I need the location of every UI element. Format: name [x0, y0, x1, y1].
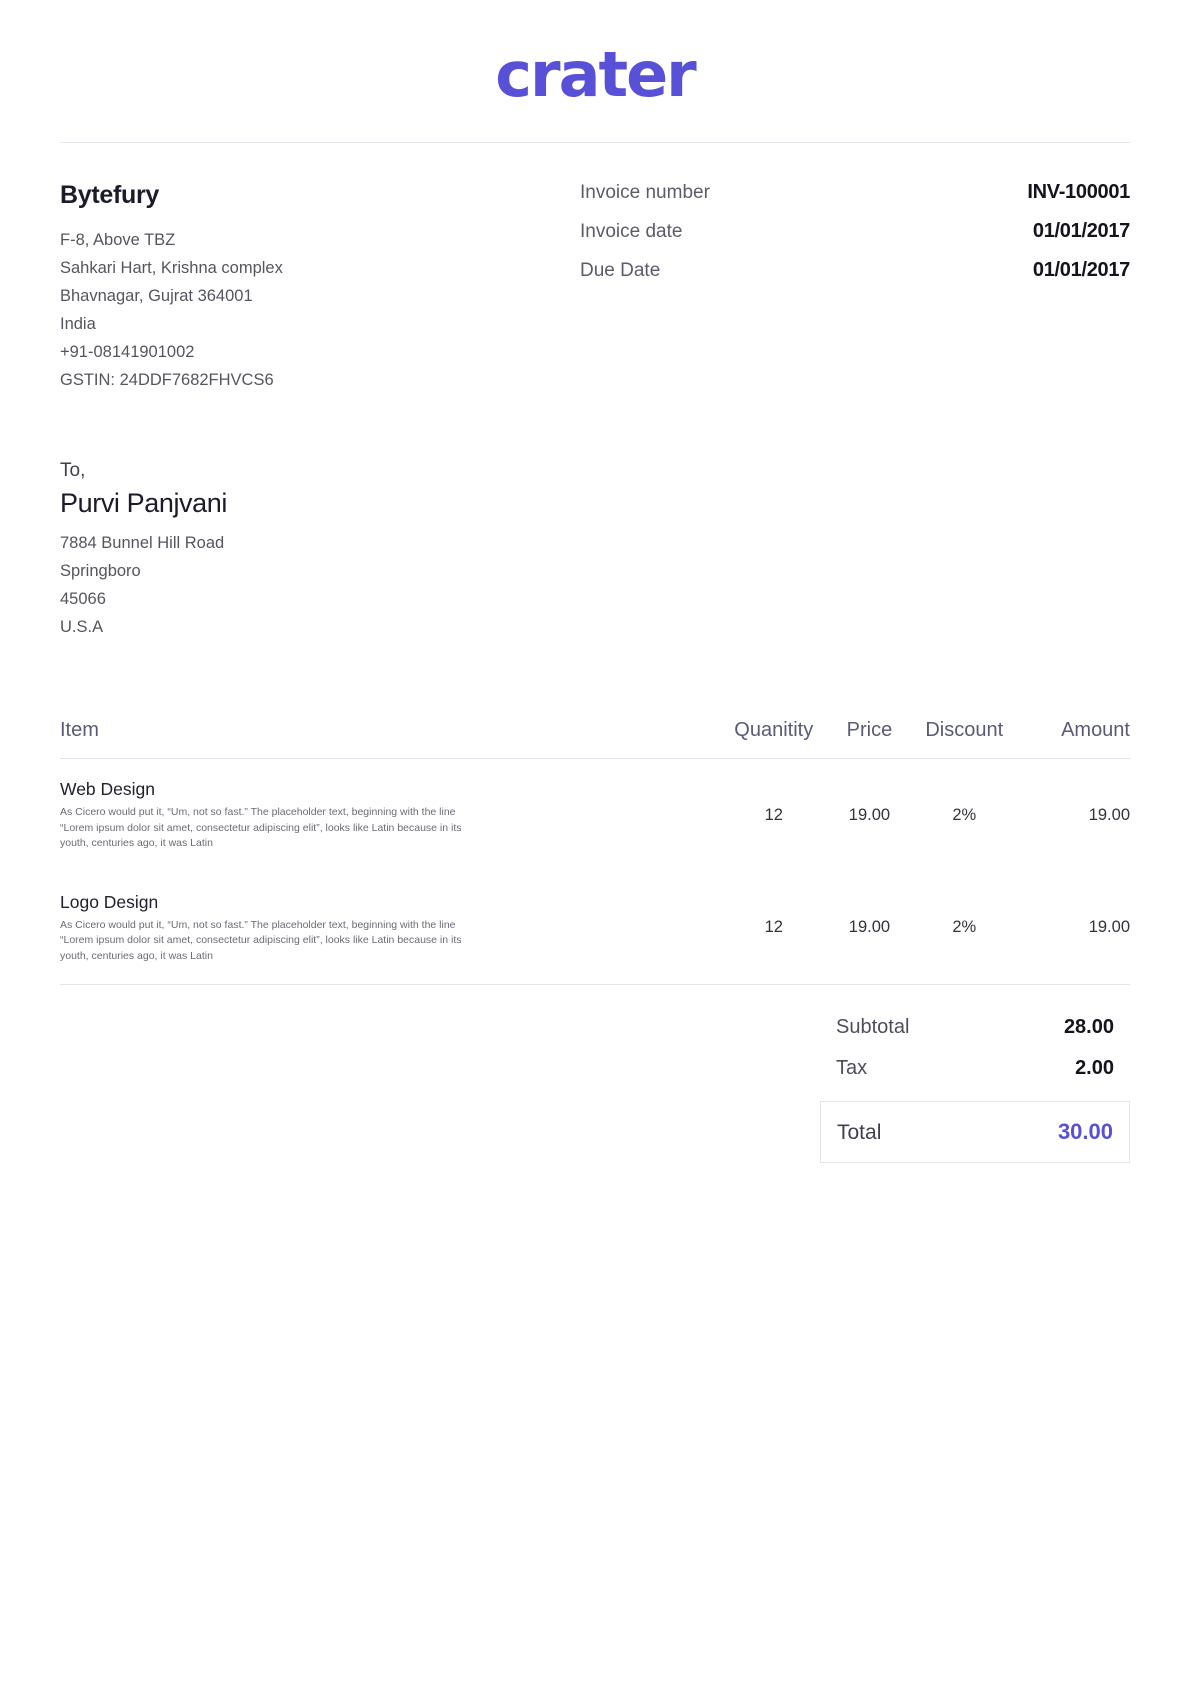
company-block [60, 181, 580, 394]
cell-price: 19.00 [848, 805, 891, 824]
meta-row-due-date [580, 259, 1130, 282]
column-header-amount: Amount [1024, 719, 1130, 759]
meta-label: Due Date [580, 260, 661, 281]
cell-discount: 2% [904, 872, 1024, 985]
table-body [60, 759, 1130, 985]
column-header-discount: Discount [904, 719, 1024, 759]
meta-value: INV-100001 [1027, 181, 1130, 203]
meta-value: 01/01/2017 [1032, 259, 1130, 281]
cell-quantity: 12 [764, 805, 783, 824]
cell-amount: 19.00 [1024, 872, 1130, 985]
company-address-line: F-8, Above TBZ [60, 231, 176, 249]
table-header-row [60, 719, 1130, 759]
meta-label: Invoice number [580, 182, 710, 203]
line-items-table [60, 719, 1130, 985]
company-address-line: India [60, 315, 96, 333]
cell-price: 19.00 [834, 872, 904, 985]
totals-block [820, 1007, 1130, 1163]
bill-to-address-line: U.S.A [60, 618, 104, 636]
company-address-line: Bhavnagar, Gujrat 364001 [60, 287, 253, 305]
cell-item [60, 872, 713, 985]
table-row [60, 872, 1130, 985]
item-name: Logo Design [60, 891, 159, 912]
bill-to-address-line: Springboro [60, 562, 141, 580]
company-phone: +91-08141901002 [60, 343, 195, 361]
brand-logo [60, 0, 1130, 142]
cell-item [60, 759, 713, 872]
grand-total-row [820, 1101, 1130, 1163]
brand-logo-text: crater [495, 38, 695, 111]
tax-label: Tax [836, 1057, 868, 1079]
invoice-meta-block [580, 181, 1130, 394]
grand-total-value: 30.00 [1057, 1119, 1113, 1144]
bill-to-block [60, 394, 1130, 641]
cell-quantity: 12 [713, 872, 834, 985]
item-description: As Cicero would put it, “Um, not so fast.” The placeholder text, beginning with the line “Lorem ipsum dolor sit amet, consectetur adipiscing elit”, looks like Latin because in its youth, centuries ago, it was Latin [60, 806, 462, 849]
bill-to-label: To, [60, 460, 86, 481]
bill-to-address-line: 45066 [60, 590, 106, 608]
meta-value: 01/01/2017 [1032, 220, 1130, 242]
cell-discount: 2% [952, 805, 977, 824]
tax-value: 2.00 [1075, 1057, 1114, 1079]
company-name: Bytefury [60, 181, 160, 209]
table-header [60, 719, 1130, 759]
item-description: As Cicero would put it, “Um, not so fast.” The placeholder text, beginning with the line “Lorem ipsum dolor sit amet, consectetur adipiscing elit”, looks like Latin because in its youth, centuries ago, it was Latin [60, 918, 462, 962]
company-address-line: Sahkari Hart, Krishna complex [60, 259, 283, 277]
meta-row-invoice-date [580, 220, 1130, 243]
table-row [60, 759, 1130, 872]
subtotal-label: Subtotal [836, 1016, 910, 1038]
meta-label: Invoice date [580, 221, 683, 242]
column-header-item: Item [60, 719, 713, 759]
grand-total-label: Total [837, 1121, 882, 1144]
column-header-quantity: Quanitity [713, 719, 834, 759]
tax-row [820, 1048, 1130, 1089]
subtotal-value: 28.00 [1063, 1016, 1114, 1038]
bill-to-name: Purvi Panjvani [60, 488, 227, 518]
invoice-header [60, 143, 1130, 394]
meta-row-invoice-number [580, 181, 1130, 204]
company-gstin: GSTIN: 24DDF7682FHVCS6 [60, 371, 274, 389]
item-name: Web Design [60, 779, 156, 799]
column-header-price: Price [834, 719, 904, 759]
bill-to-address-line: 7884 Bunnel Hill Road [60, 534, 225, 552]
cell-amount: 19.00 [1088, 805, 1130, 824]
subtotal-row [820, 1007, 1130, 1048]
